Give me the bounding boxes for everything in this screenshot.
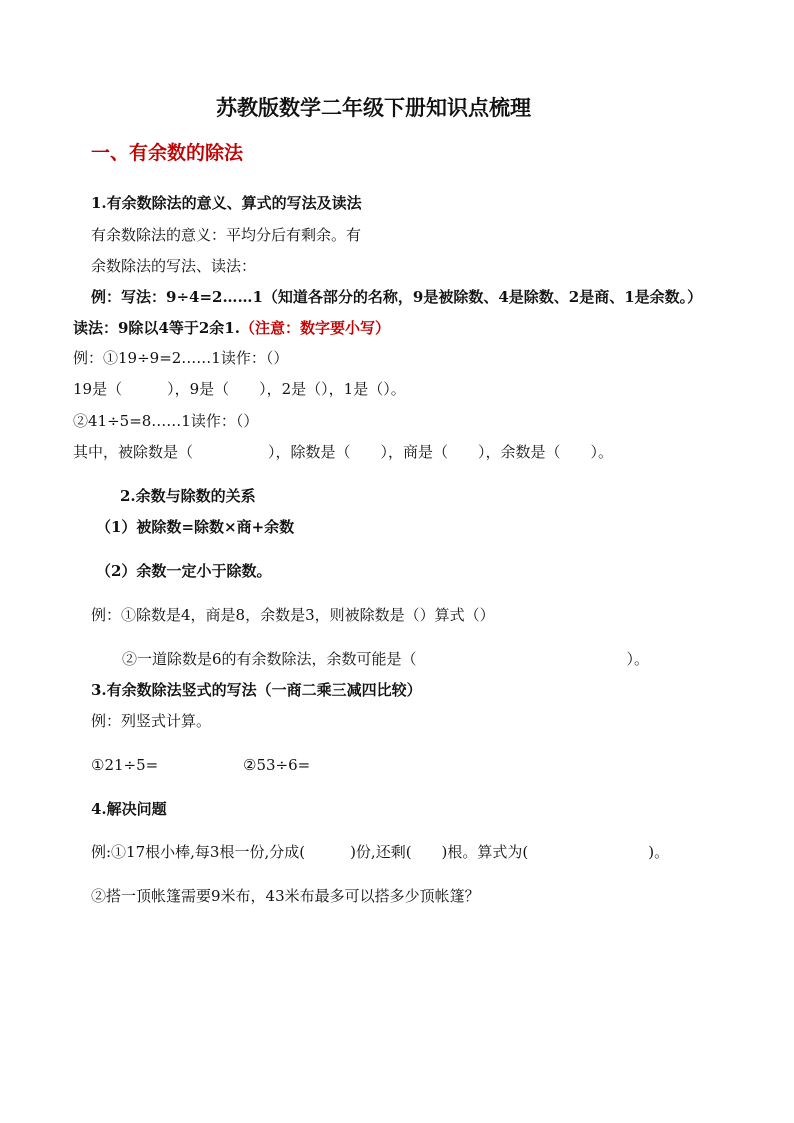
subheading-meaning-and-notation: 1.有余数除法的意义、算式的写法及读法 bbox=[91, 194, 362, 212]
exercise-2-parts: 其中，被除数是（ ），除数是（ ），商是（ ），余数是（ ）。 bbox=[73, 443, 614, 461]
reading-text: 读法：9除以4等于2余1. bbox=[73, 319, 240, 337]
subheading-vertical-form: 3.有余数除法竖式的写法（一商二乘三减四比较） bbox=[91, 681, 422, 699]
relation-2: （2）余数一定小于除数。 bbox=[96, 562, 272, 580]
exercise-3: 例：①除数是4，商是8，余数是3，则被除数是（）算式（） bbox=[91, 606, 495, 624]
calc-1: ①21÷5= bbox=[91, 756, 159, 774]
subheading-problem-solving: 4.解决问题 bbox=[91, 800, 167, 818]
exercise-7: ②搭一顶帐篷需要9米布，43米布最多可以搭多少顶帐篷？ bbox=[91, 887, 480, 905]
subheading-remainder-divisor: 2.余数与除数的关系 bbox=[120, 487, 256, 505]
exercise-5: 例：列竖式计算。 bbox=[91, 712, 212, 730]
relation-1: （1）被除数=除数×商+余数 bbox=[96, 518, 295, 536]
section-heading-division-with-remainder: 一、有余数的除法 bbox=[91, 142, 244, 164]
exercise-1-parts: 19是（ ），9是（ ），2是（），1是（）。 bbox=[73, 380, 406, 398]
exercise-4: ②一道除数是6的有余数除法，余数可能是（ ）。 bbox=[122, 650, 650, 668]
example-writing: 例：写法：9÷4=2……1（知道各部分的名称，9是被除数、4是除数、2是商、1是余数。） bbox=[91, 288, 703, 306]
reading-note: （注意：数字要小写） bbox=[239, 319, 390, 337]
example-reading bbox=[73, 318, 390, 338]
page-title: 苏教版数学二年级下册知识点梳理 bbox=[216, 95, 531, 120]
exercise-6: 例:①17根小棒,每3根一份,分成( )份,还剩( )根。算式为( )。 bbox=[91, 843, 670, 861]
exercise-2: ②41÷5=8……1读作：（） bbox=[73, 412, 259, 430]
calc-2: ②53÷6= bbox=[243, 756, 311, 774]
writing-reading-label: 余数除法的写法、读法： bbox=[91, 257, 257, 275]
exercise-1: 例：①19÷9=2……1读作：（） bbox=[73, 349, 289, 367]
meaning-text: 有余数除法的意义：平均分后有剩余。有 bbox=[91, 226, 362, 244]
